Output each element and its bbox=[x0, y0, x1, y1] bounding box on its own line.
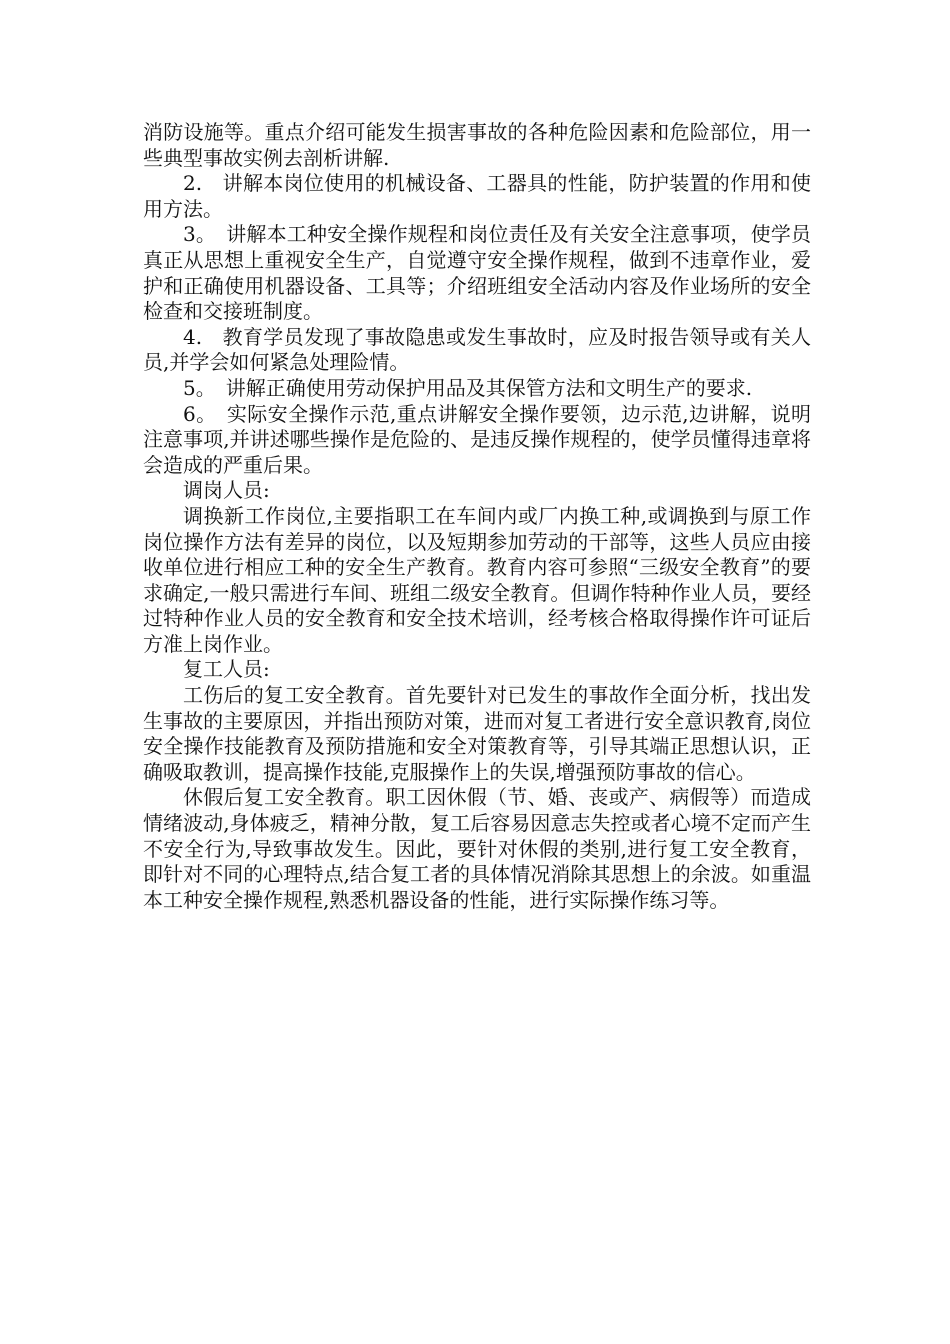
paragraph-item-4: 4. 教育学员发现了事故隐患或发生事故时，应及时报告领导或有关人员,并学会如何紧急处理险情。 bbox=[143, 324, 811, 375]
paragraph-injury-return: 工伤后的复工安全教育。首先要针对已发生的事故作全面分析，找出发生事故的主要原因，并指出预防对策，进而对复工者进行安全意识教育,岗位安全操作技能教育及预防措施和安全对策教育等，引导其端正思想认识，正确吸取教训，提高操作技能,克服操作上的失误,增强预防事故的信心。 bbox=[143, 683, 811, 784]
section-heading-returning-staff: 复工人员: bbox=[183, 657, 270, 682]
paragraph-continuation: 消防设施等。重点介绍可能发生损害事故的各种危险因素和危险部位，用一些典型事故实例去剖析讲解. bbox=[143, 120, 811, 170]
paragraph-item-3: 3。 讲解本工种安全操作规程和岗位责任及有关安全注意事项，使学员真正从思想上重视安全生产，自觉遵守安全操作规程，做到不违章作业，爱护和正确使用机器设备、工具等；介绍班组安全活动内容及作业场所的安全检查和交接班制度。 bbox=[143, 222, 811, 324]
paragraph-item-5: 5。 讲解正确使用劳动保护用品及其保管方法和文明生产的要求. bbox=[183, 375, 753, 400]
document-page bbox=[143, 120, 811, 913]
section-heading-transfer-staff: 调岗人员: bbox=[183, 478, 270, 503]
paragraph-leave-return: 休假后复工安全教育。职工因休假（节、婚、丧或产、病假等）而造成情绪波动,身体疲乏，精神分散，复工后容易因意志失控或者心境不定而产生不安全行为,导致事故发生。因此，要针对休假的类别,进行复工安全教育，即针对不同的心理特点,结合复工者的具体情况消除其思想上的余波。如重温本工种安全操作规程,熟悉机器设备的性能，进行实际操作练习等。 bbox=[143, 785, 811, 912]
paragraph-transfer-staff: 调换新工作岗位,主要指职工在车间内或厂内换工种,或调换到与原工作岗位操作方法有差异的岗位，以及短期参加劳动的干部等，这些人员应由接收单位进行相应工种的安全生产教育。教育内容可参照“三级安全教育”的要求确定,一般只需进行车间、班组二级安全教育。但调作特种作业人员，要经过特种作业人员的安全教育和安全技术培训，经考核合格取得操作许可证后方准上岗作业。 bbox=[143, 503, 811, 656]
paragraph-item-6: 6。 实际安全操作示范,重点讲解安全操作要领，边示范,边讲解，说明注意事项,并讲述哪些操作是危险的、是违反操作规程的，使学员懂得违章将会造成的严重后果。 bbox=[143, 401, 811, 477]
paragraph-item-2: 2. 讲解本岗位使用的机械设备、工器具的性能，防护装置的作用和使用方法。 bbox=[143, 171, 811, 221]
